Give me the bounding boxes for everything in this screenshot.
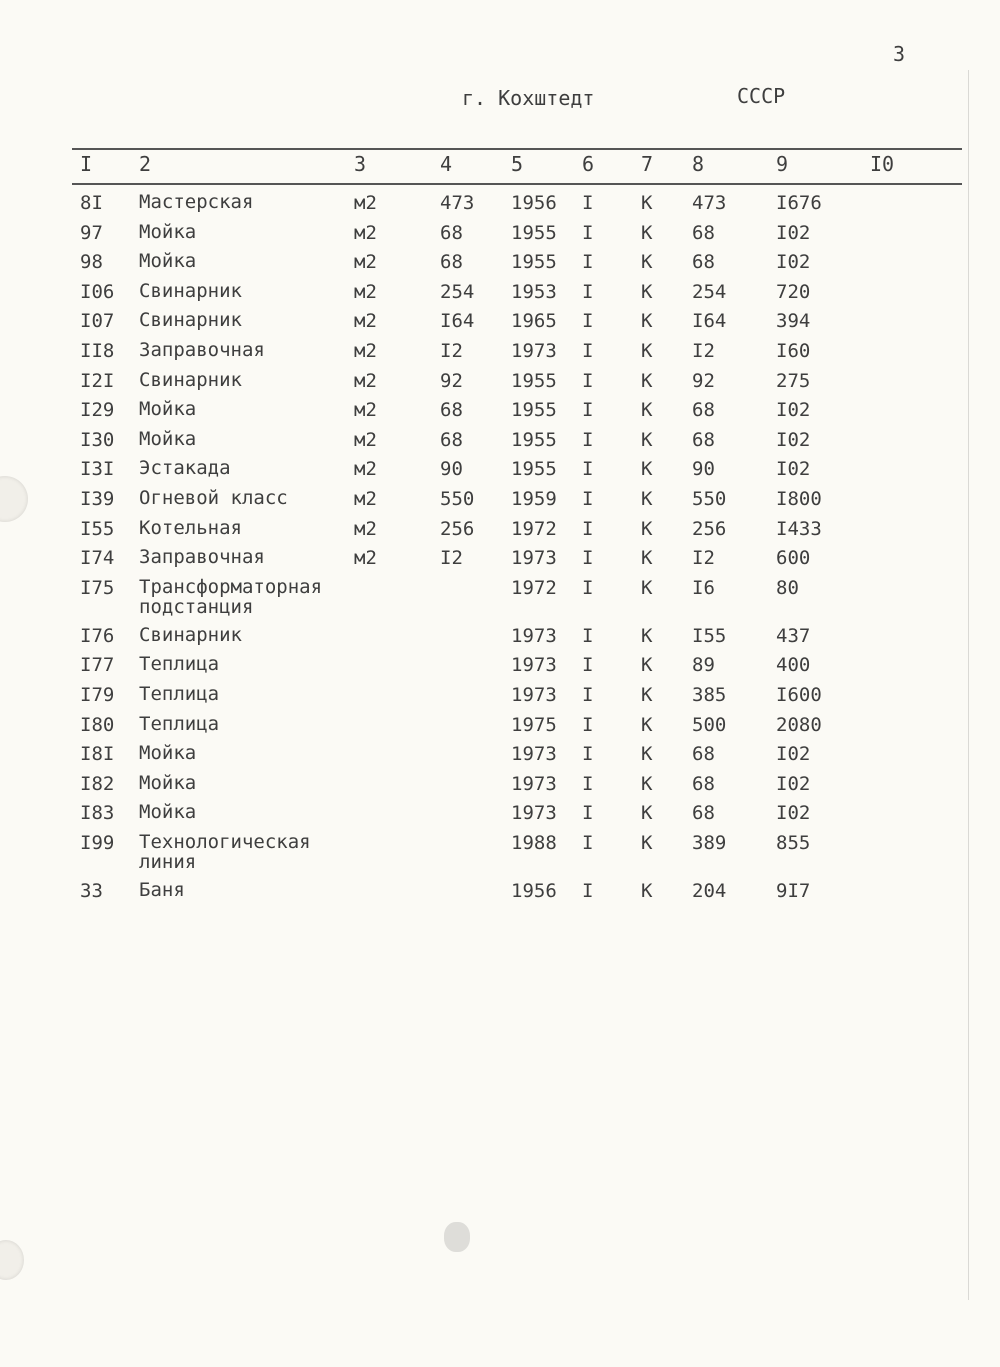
area: I64 [440,310,475,333]
row-number: I76 [80,624,115,647]
table-row [0,308,1000,338]
table-row [0,545,1000,575]
row-number: I29 [80,399,115,422]
building-name: Огневой класс [139,486,288,509]
column-8-value: 90 [692,458,715,481]
building-name: Мойка [139,250,197,273]
type-code: К [641,654,653,677]
column-header-9: 9 [776,152,789,176]
category: I [582,517,594,540]
column-9-value: 720 [776,280,811,303]
table-row [0,516,1000,546]
type-code: К [641,624,653,647]
row-number: I30 [80,428,115,451]
category: I [582,487,594,510]
header-city: г. Кохштедт [462,86,595,110]
column-9-value: I02 [776,802,811,825]
ink-stain [444,1222,470,1252]
area: 68 [440,251,463,274]
type-code: К [641,831,653,854]
unit: м2 [354,428,377,451]
category: I [582,369,594,392]
unit: м2 [354,487,377,510]
unit: м2 [354,280,377,303]
row-number: 8I [80,192,103,214]
year-built: 1973 [511,772,557,795]
building-name: Теплица [139,682,220,705]
type-code: К [641,683,653,706]
category: I [582,310,594,333]
building-name: Свинарник [139,623,242,646]
column-8-value: 68 [692,399,715,422]
unit: м2 [354,547,377,570]
building-name: Технологическая линия [139,830,311,873]
building-name: Мойка [139,771,197,794]
building-name: Свинарник [139,279,242,302]
category: I [582,251,594,274]
row-number: I79 [80,683,115,706]
column-8-value: 500 [692,713,727,736]
category: I [582,576,594,599]
column-8-value: I64 [692,310,727,333]
column-headers [0,152,1000,180]
category: I [582,221,594,244]
column-8-value: 89 [692,654,715,677]
table-row [0,279,1000,309]
year-built: 1988 [511,831,557,854]
building-name: Мастерская [139,191,254,213]
year-built: 1959 [511,487,557,510]
area: 256 [440,517,475,540]
year-built: 1975 [511,713,557,736]
year-built: 1953 [511,280,557,303]
row-number: I82 [80,772,115,795]
year-built: 1956 [511,879,557,902]
type-code: К [641,310,653,333]
table-row [0,190,1000,220]
type-code: К [641,458,653,481]
building-name: Баня [139,878,185,901]
building-name: Теплица [139,712,220,735]
column-9-value: 9I7 [776,879,811,902]
row-number: I39 [80,487,115,510]
type-code: К [641,280,653,303]
column-header-6: 6 [582,152,595,176]
year-built: 1955 [511,458,557,481]
row-number: 33 [80,879,103,902]
unit: м2 [354,399,377,422]
category: I [582,428,594,451]
type-code: К [641,428,653,451]
column-header-7: 7 [641,152,654,176]
year-built: 1973 [511,654,557,677]
table-row [0,652,1000,682]
inventory-table-body [0,190,1000,907]
area: 90 [440,458,463,481]
building-name: Теплица [139,653,220,676]
row-number: I07 [80,310,115,333]
column-8-value: 68 [692,221,715,244]
column-9-value: I02 [776,428,811,451]
column-8-value: 68 [692,772,715,795]
unit: м2 [354,251,377,274]
page-number: 3 [893,42,906,66]
column-9-value: 855 [776,831,811,854]
row-number: I3I [80,458,115,481]
unit: м2 [354,221,377,244]
column-9-value: 600 [776,547,811,570]
year-built: 1973 [511,743,557,766]
building-name: Мойка [139,427,197,450]
column-9-value: I02 [776,399,811,422]
type-code: К [641,192,653,214]
column-9-value: 2080 [776,713,822,736]
category: I [582,654,594,677]
column-8-value: I6 [692,576,715,599]
header-country: СССР [737,84,786,108]
building-name: Эстакада [139,457,231,480]
table-row [0,486,1000,516]
building-name: Заправочная [139,546,265,569]
table-header-rule [72,183,962,185]
building-name: Мойка [139,801,197,824]
column-8-value: 68 [692,743,715,766]
column-8-value: 473 [692,192,727,214]
column-9-value: I800 [776,487,822,510]
table-top-rule [72,148,962,150]
type-code: К [641,547,653,570]
table-row [0,249,1000,279]
column-9-value: I02 [776,458,811,481]
unit: м2 [354,339,377,362]
category: I [582,280,594,303]
row-number: I80 [80,713,115,736]
type-code: К [641,743,653,766]
area: 550 [440,487,475,510]
building-name: Мойка [139,398,197,421]
area: 92 [440,369,463,392]
column-header-4: 4 [440,152,453,176]
table-row [0,456,1000,486]
category: I [582,339,594,362]
category: I [582,879,594,902]
type-code: К [641,802,653,825]
year-built: 1972 [511,517,557,540]
area: 473 [440,192,475,214]
row-number: I55 [80,517,115,540]
row-number: I06 [80,280,115,303]
column-9-value: 394 [776,310,811,333]
column-header-1: I [80,152,93,176]
year-built: 1965 [511,310,557,333]
column-8-value: 92 [692,369,715,392]
unit: м2 [354,369,377,392]
column-8-value: I2 [692,339,715,362]
column-9-value: I60 [776,339,811,362]
category: I [582,458,594,481]
column-header-8: 8 [692,152,705,176]
year-built: 1972 [511,576,557,599]
building-name: Котельная [139,516,242,539]
year-built: 1973 [511,683,557,706]
table-row [0,368,1000,398]
year-built: 1973 [511,547,557,570]
type-code: К [641,339,653,362]
table-row [0,682,1000,712]
column-header-10: I0 [870,152,895,176]
type-code: К [641,221,653,244]
year-built: 1973 [511,339,557,362]
area: I2 [440,547,463,570]
category: I [582,399,594,422]
unit: м2 [354,458,377,481]
row-number: II8 [80,339,115,362]
row-number: I74 [80,547,115,570]
type-code: К [641,487,653,510]
year-built: 1973 [511,802,557,825]
category: I [582,802,594,825]
type-code: К [641,251,653,274]
table-row [0,771,1000,801]
column-8-value: 389 [692,831,727,854]
unit: м2 [354,192,377,214]
row-number: I75 [80,576,115,599]
column-header-3: 3 [354,152,367,176]
column-9-value: I433 [776,517,822,540]
column-header-5: 5 [511,152,524,176]
building-name: Свинарник [139,309,242,332]
column-9-value: I02 [776,221,811,244]
year-built: 1955 [511,221,557,244]
table-row [0,712,1000,742]
category: I [582,831,594,854]
type-code: К [641,879,653,902]
column-9-value: 80 [776,576,799,599]
table-row [0,397,1000,427]
column-9-value: 437 [776,624,811,647]
category: I [582,743,594,766]
type-code: К [641,713,653,736]
year-built: 1955 [511,251,557,274]
row-number: 97 [80,221,103,244]
year-built: 1955 [511,369,557,392]
column-8-value: 256 [692,517,727,540]
category: I [582,192,594,214]
column-8-value: 68 [692,428,715,451]
row-number: I2I [80,369,115,392]
column-8-value: 68 [692,251,715,274]
type-code: К [641,399,653,422]
table-row [0,800,1000,830]
type-code: К [641,576,653,599]
area: 68 [440,399,463,422]
column-9-value: I02 [776,251,811,274]
category: I [582,683,594,706]
row-number: 98 [80,251,103,274]
building-name: Мойка [139,742,197,765]
building-name: Трансформаторная подстанция [139,575,323,618]
row-number: I77 [80,654,115,677]
table-row [0,623,1000,653]
column-8-value: I55 [692,624,727,647]
column-8-value: 550 [692,487,727,510]
type-code: К [641,517,653,540]
year-built: 1955 [511,399,557,422]
column-9-value: I02 [776,772,811,795]
column-8-value: 385 [692,683,727,706]
type-code: К [641,369,653,392]
category: I [582,713,594,736]
row-number: I83 [80,802,115,825]
table-row [0,220,1000,250]
column-8-value: 68 [692,802,715,825]
year-built: 1956 [511,192,557,214]
row-number: I8I [80,743,115,766]
area: I2 [440,339,463,362]
table-row [0,575,1000,623]
column-header-2: 2 [139,152,152,176]
row-number: I99 [80,831,115,854]
table-row [0,427,1000,457]
column-9-value: 400 [776,654,811,677]
area: 254 [440,280,475,303]
category: I [582,772,594,795]
category: I [582,547,594,570]
column-8-value: I2 [692,547,715,570]
table-row [0,830,1000,878]
punch-hole-bottom [0,1240,24,1280]
building-name: Мойка [139,220,197,243]
building-name: Свинарник [139,368,242,391]
column-9-value: 275 [776,369,811,392]
column-8-value: 204 [692,879,727,902]
year-built: 1955 [511,428,557,451]
area: 68 [440,428,463,451]
unit: м2 [354,310,377,333]
column-9-value: I600 [776,683,822,706]
table-row [0,338,1000,368]
column-9-value: I676 [776,192,822,214]
category: I [582,624,594,647]
table-row [0,878,1000,908]
type-code: К [641,772,653,795]
area: 68 [440,221,463,244]
unit: м2 [354,517,377,540]
building-name: Заправочная [139,338,265,361]
table-row [0,741,1000,771]
column-8-value: 254 [692,280,727,303]
column-9-value: I02 [776,743,811,766]
year-built: 1973 [511,624,557,647]
